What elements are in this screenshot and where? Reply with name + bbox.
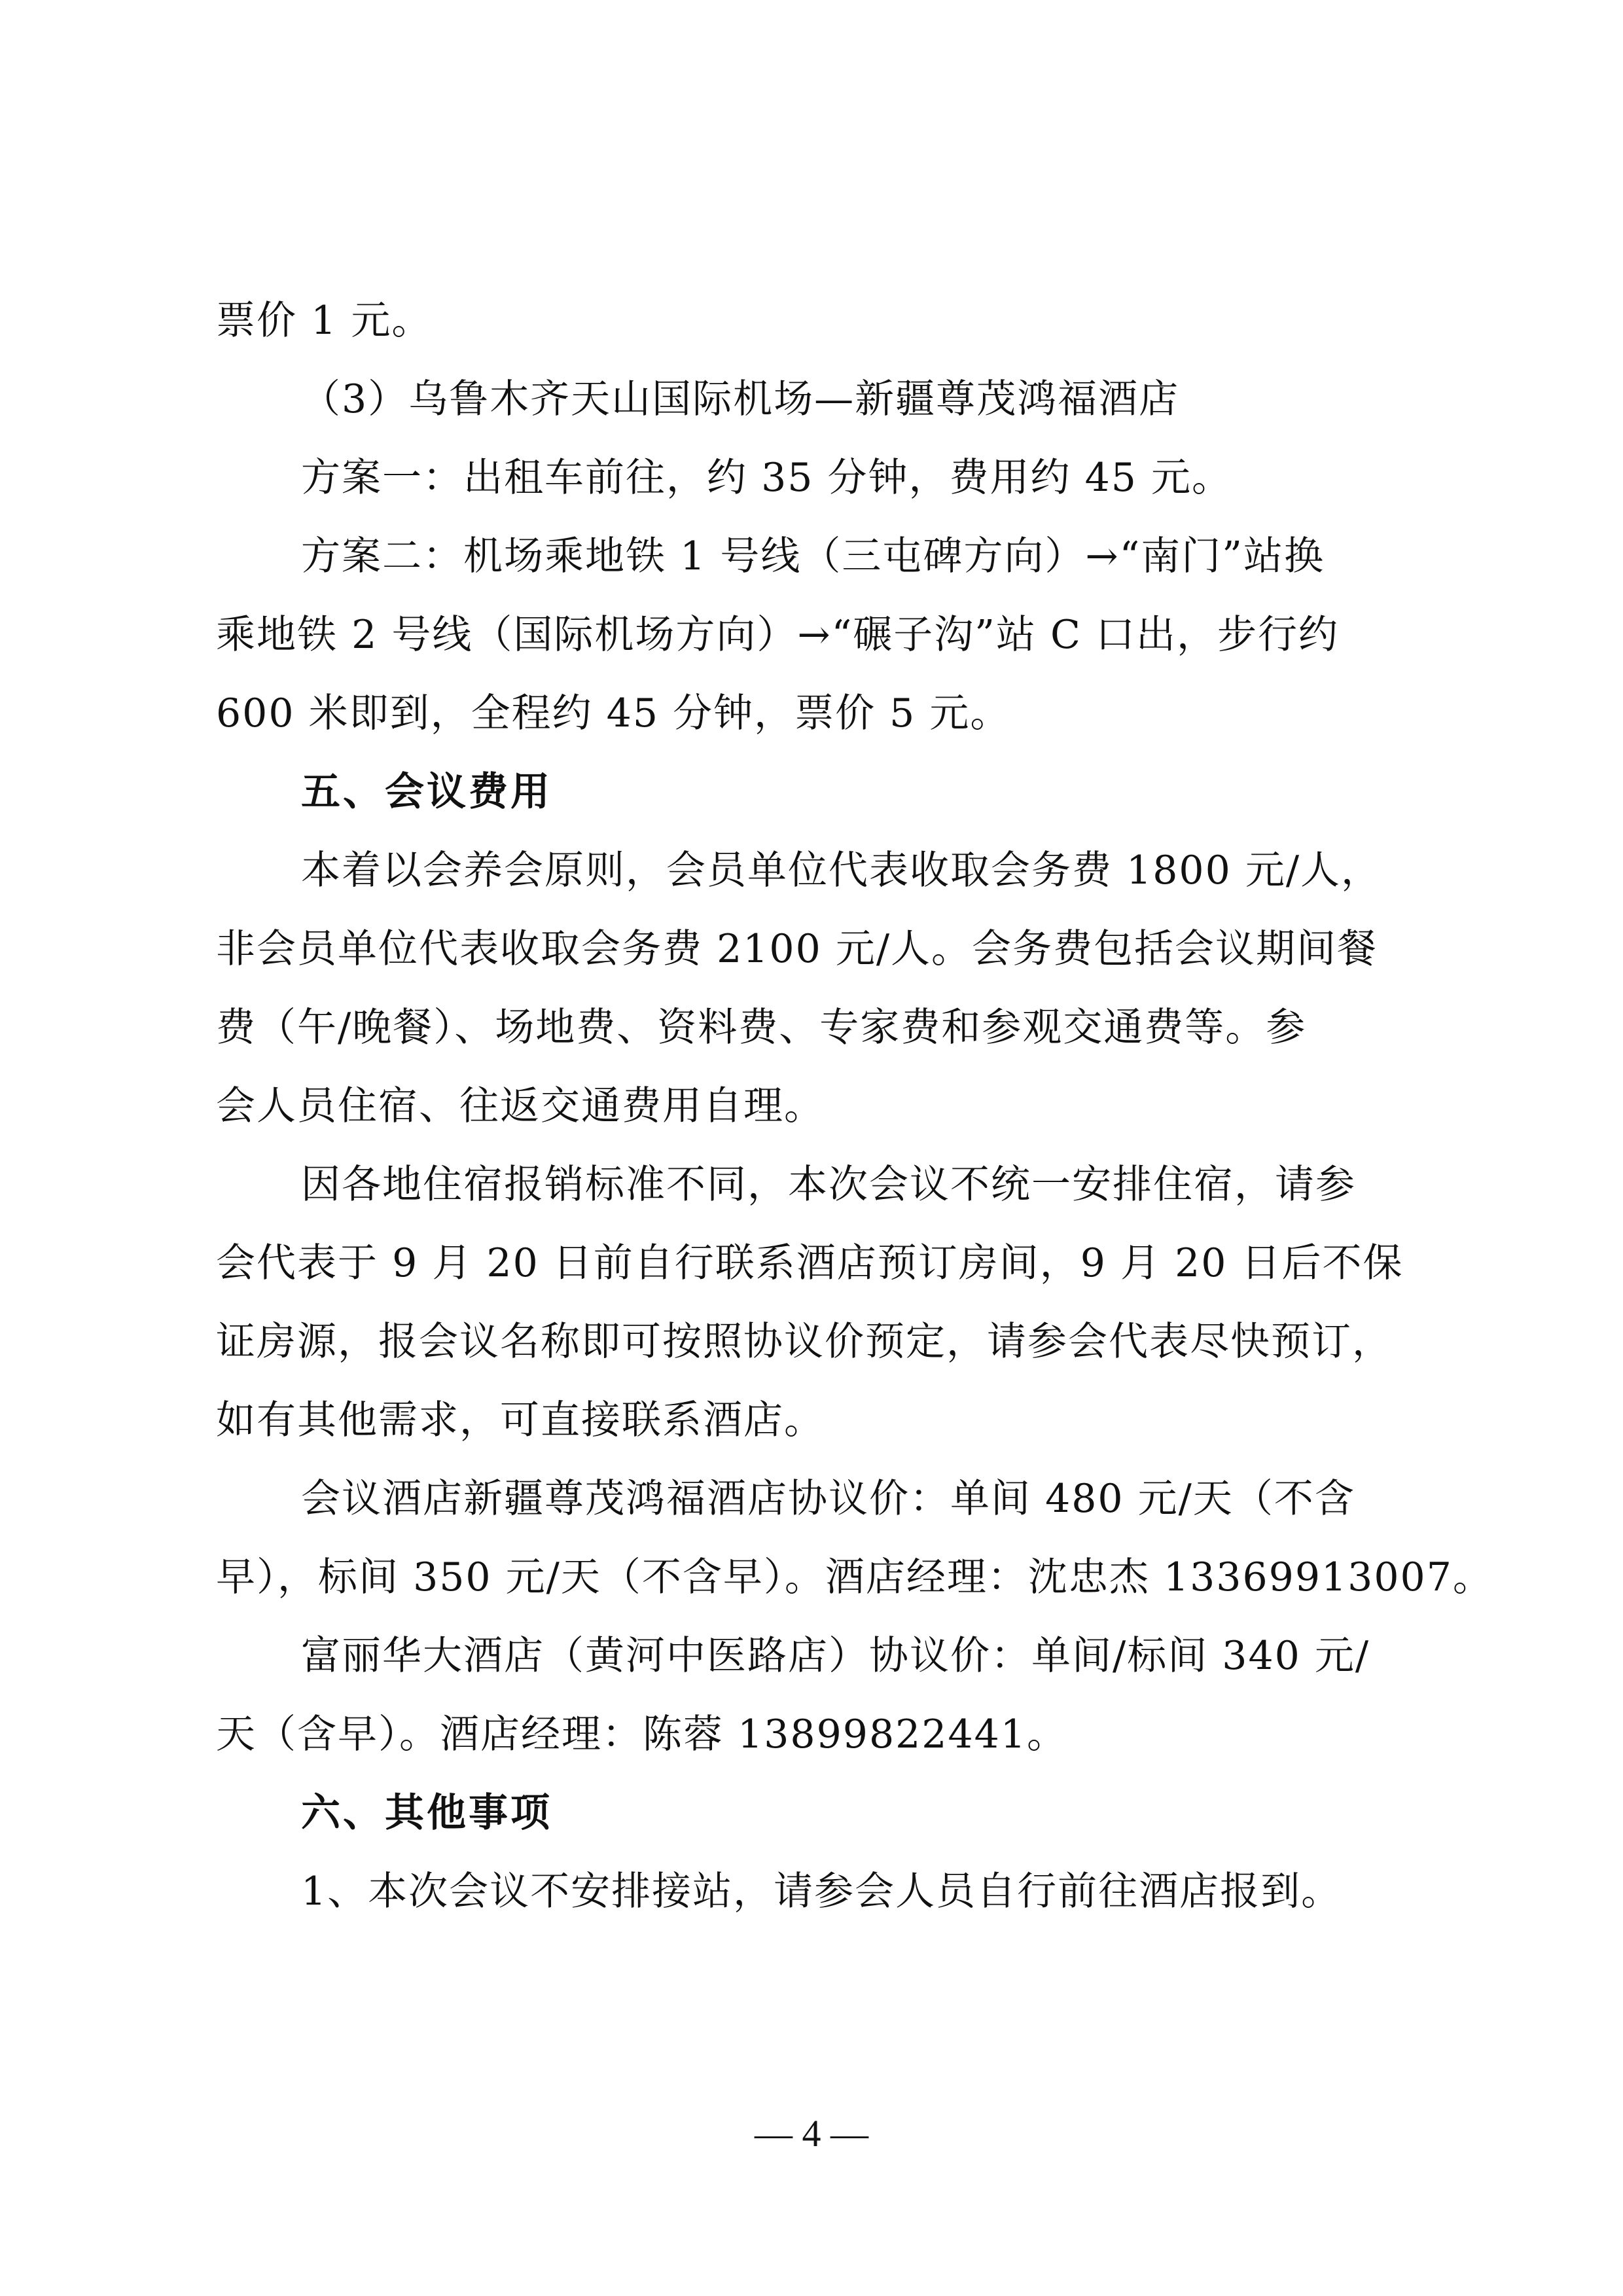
text-line-lodging-2: 会代表于 9 月 20 日前自行联系酒店预订房间，9 月 20 日后不保 — [216, 1240, 1404, 1286]
text-line-fees-3: 费（午/晚餐）、场地费、资料费、专家费和参观交通费等。参 — [216, 1005, 1307, 1050]
text-line-option-1: 方案一：出租车前往，约 35 分钟，费用约 45 元。 — [301, 455, 1232, 501]
text-line-fees-4: 会人员住宿、往返交通费用自理。 — [216, 1083, 825, 1129]
section-heading-meeting-fees: 五、会议费用 — [301, 769, 552, 815]
text-line-lodging-3: 证房源，报会议名称即可按照协议价预定，请参会代表尽快预订， — [216, 1319, 1393, 1365]
page-number: — 4 — — [755, 2112, 868, 2155]
text-line-fees-1: 本着以会养会原则，会员单位代表收取会务费 1800 元/人， — [301, 848, 1382, 893]
text-line-ticket-price-1: 票价 1 元。 — [216, 298, 433, 344]
text-line-hotel-2-cont: 天（含早）。酒店经理：陈蓉 13899822441。 — [216, 1712, 1067, 1757]
text-line-lodging-4: 如有其他需求，可直接联系酒店。 — [216, 1397, 825, 1443]
text-line-fees-2: 非会员单位代表收取会务费 2100 元/人。会务费包括会议期间餐 — [216, 926, 1378, 972]
text-line-hotel-1-cont: 早），标间 350 元/天（不含早）。酒店经理：沈忠杰 13369913007。 — [216, 1554, 1493, 1600]
text-line-hotel-1: 会议酒店新疆尊茂鸿福酒店协议价：单间 480 元/天（不含 — [301, 1476, 1355, 1522]
text-line-other-1: 1、本次会议不安排接站，请参会人员自行前往酒店报到。 — [301, 1869, 1342, 1914]
text-line-hotel-2: 富丽华大酒店（黄河中医路店）协议价：单间/标间 340 元/ — [301, 1633, 1370, 1679]
text-line-route-3-title: （3）乌鲁木齐天山国际机场—新疆尊茂鸿福酒店 — [301, 376, 1180, 422]
section-heading-other-matters: 六、其他事项 — [301, 1790, 552, 1836]
text-line-option-2: 方案二：机场乘地铁 1 号线（三屯碑方向）→“南门”站换 — [301, 533, 1325, 579]
text-line-lodging-1: 因各地住宿报销标准不同，本次会议不统一安排住宿，请参 — [301, 1162, 1356, 1208]
text-line-option-2-cont-1: 乘地铁 2 号线（国际机场方向）→“碾子沟”站 C 口出，步行约 — [216, 612, 1339, 658]
text-line-option-2-cont-2: 600 米即到，全程约 45 分钟，票价 5 元。 — [216, 691, 1011, 736]
